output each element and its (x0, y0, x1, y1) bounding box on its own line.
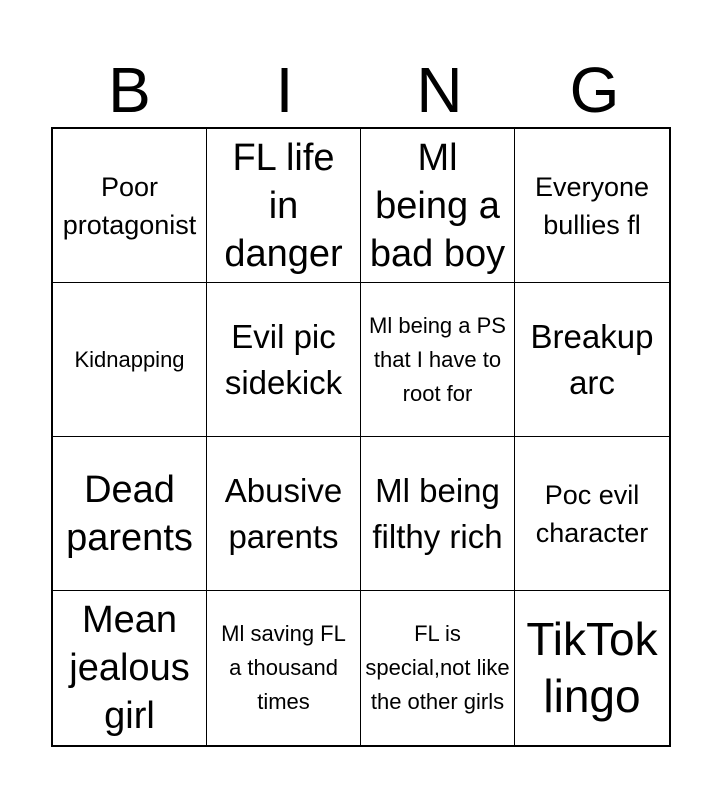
bingo-cell[interactable] (361, 129, 515, 283)
header-letter-n: N (416, 54, 463, 126)
bingo-cell[interactable] (53, 129, 207, 283)
cell-text: Ml being a bad boy (369, 136, 506, 275)
bingo-cell[interactable] (515, 437, 669, 591)
cell-text: FL is special,not like the other girls (365, 621, 510, 714)
cell-text: Mean jealous girl (69, 599, 190, 737)
header-letter-b: B (108, 54, 151, 126)
cell-text: Poor protagonist (62, 171, 197, 240)
cell-text: Abusive parents (224, 471, 343, 555)
cell-text: Ml being a PS that I have to root for (369, 312, 506, 406)
bingo-board (51, 127, 671, 747)
bingo-cell[interactable] (207, 129, 361, 283)
bingo-cell[interactable] (361, 591, 515, 745)
cell-text: Kidnapping (74, 346, 185, 372)
header-letter-g: G (569, 54, 620, 126)
bingo-cell[interactable] (53, 283, 207, 437)
bingo-cell[interactable] (515, 283, 669, 437)
header-letter-i: I (275, 54, 294, 126)
bingo-header (52, 52, 672, 128)
bingo-cell[interactable] (207, 591, 361, 745)
bingo-cell[interactable] (515, 129, 669, 283)
cell-text: Ml saving FL a thousand times (221, 621, 346, 714)
cell-text: Poc evil character (535, 479, 649, 548)
bingo-cell[interactable] (207, 283, 361, 437)
cell-text: Breakup arc (530, 317, 654, 401)
cell-text: TikTok lingo (526, 613, 658, 722)
bingo-cell[interactable] (361, 283, 515, 437)
bingo-cell[interactable] (53, 591, 207, 745)
cell-text: Ml being filthy rich (372, 471, 503, 555)
cell-text: Evil pic sidekick (224, 317, 343, 401)
cell-text: Dead parents (66, 468, 193, 559)
cell-text: FL life in danger (224, 136, 343, 275)
bingo-cell[interactable] (207, 437, 361, 591)
bingo-cell[interactable] (53, 437, 207, 591)
bingo-cell[interactable] (361, 437, 515, 591)
bingo-cell[interactable] (515, 591, 669, 745)
cell-text: Everyone bullies fl (534, 171, 650, 240)
